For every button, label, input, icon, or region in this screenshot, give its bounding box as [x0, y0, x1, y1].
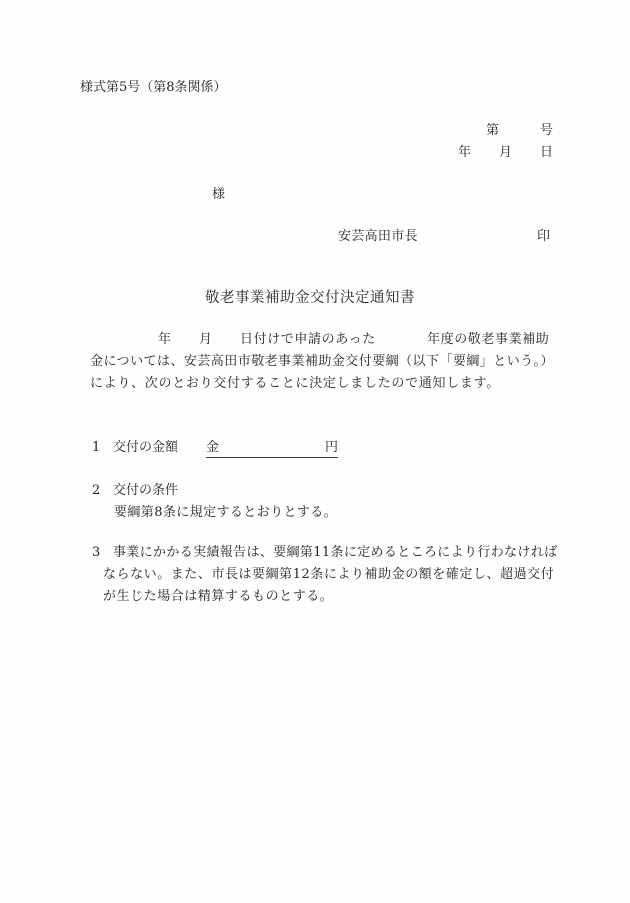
body-year: 年 [158, 332, 172, 347]
body-line3: により、次のとおり交付することに決定しましたので通知します。 [90, 376, 500, 391]
ref-number-suffix: 号 [540, 123, 554, 138]
ref-number-prefix: 第 [486, 123, 500, 138]
body-line1-b: 年度の敬老事業補助 [427, 332, 550, 347]
form-label: 様式第5号（第8条関係） [80, 80, 227, 95]
date-month: 月 [499, 145, 513, 160]
item-1-label: 交付の金額 [113, 440, 179, 455]
item-3-number: 3 [92, 545, 101, 560]
amount-field [206, 440, 338, 458]
date-day: 日 [540, 145, 554, 160]
item-2-detail: 要綱第8条に規定するとおりとする。 [114, 505, 338, 520]
body-line2: 金については、安芸高田市敬老事業補助金交付要綱（以下「要綱」という。） [90, 354, 554, 369]
document-title: 敬老事業補助金交付決定通知書 [205, 290, 415, 306]
item-2-number: 2 [92, 483, 101, 498]
issuer-name: 安芸高田市長 [338, 229, 418, 244]
body-month: 月 [199, 332, 213, 347]
amount-suffix: 円 [324, 440, 338, 455]
item-3-line1: 事業にかかる実績報告は、要綱第11条に定めるところにより行わなければ [113, 545, 558, 560]
seal-mark: 印 [537, 229, 551, 244]
amount-prefix: 金 [206, 440, 220, 455]
item-3-line3: が生じた場合は精算するものとする。 [103, 589, 334, 604]
addressee-suffix: 様 [212, 187, 226, 202]
item-2-label: 交付の条件 [113, 483, 179, 498]
date-year: 年 [458, 145, 472, 160]
body-line1-a: 日付けで申請のあった [240, 332, 376, 347]
item-1-number: 1 [92, 440, 101, 455]
item-3-line2: ならない。また、市長は要綱第12条により補助金の額を確定し、超過交付 [103, 567, 555, 582]
